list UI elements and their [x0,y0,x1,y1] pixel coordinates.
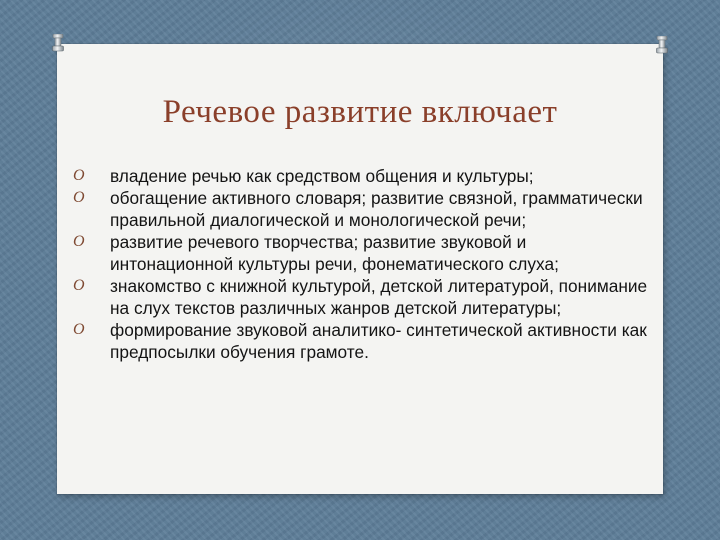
bullet-marker: O [73,233,85,250]
slide-card [57,44,663,494]
bullet-text: владение речью как средством общения и культуры; [110,166,534,186]
bullet-marker: O [73,189,85,206]
list-item [73,319,648,363]
bullet-text: знакомство с книжной культурой, детской литературой, понимание на слух текстов различных жанров детской литературы; [110,276,648,318]
list-item [73,275,648,319]
pushpin-icon [656,36,668,54]
list-item [73,165,648,187]
bullet-text: развитие речевого творчества; развитие звуковой и интонационной культуры речи, фонематического слуха; [110,232,559,274]
pushpin-icon [52,34,64,52]
bullet-marker: O [73,277,85,294]
list-item [73,187,648,231]
bullet-text: обогащение активного словаря; развитие связной, грамматически правильной диалогической и монологической речи; [110,188,643,230]
bullet-text: формирование звуковой аналитико- синтетической активности как предпосылки обучения грамоте. [110,320,647,362]
bullet-list [73,165,648,363]
slide-title: Речевое развитие включает [162,94,558,130]
list-item [73,231,648,275]
bullet-marker: O [73,167,85,184]
bullet-marker: O [73,321,85,338]
